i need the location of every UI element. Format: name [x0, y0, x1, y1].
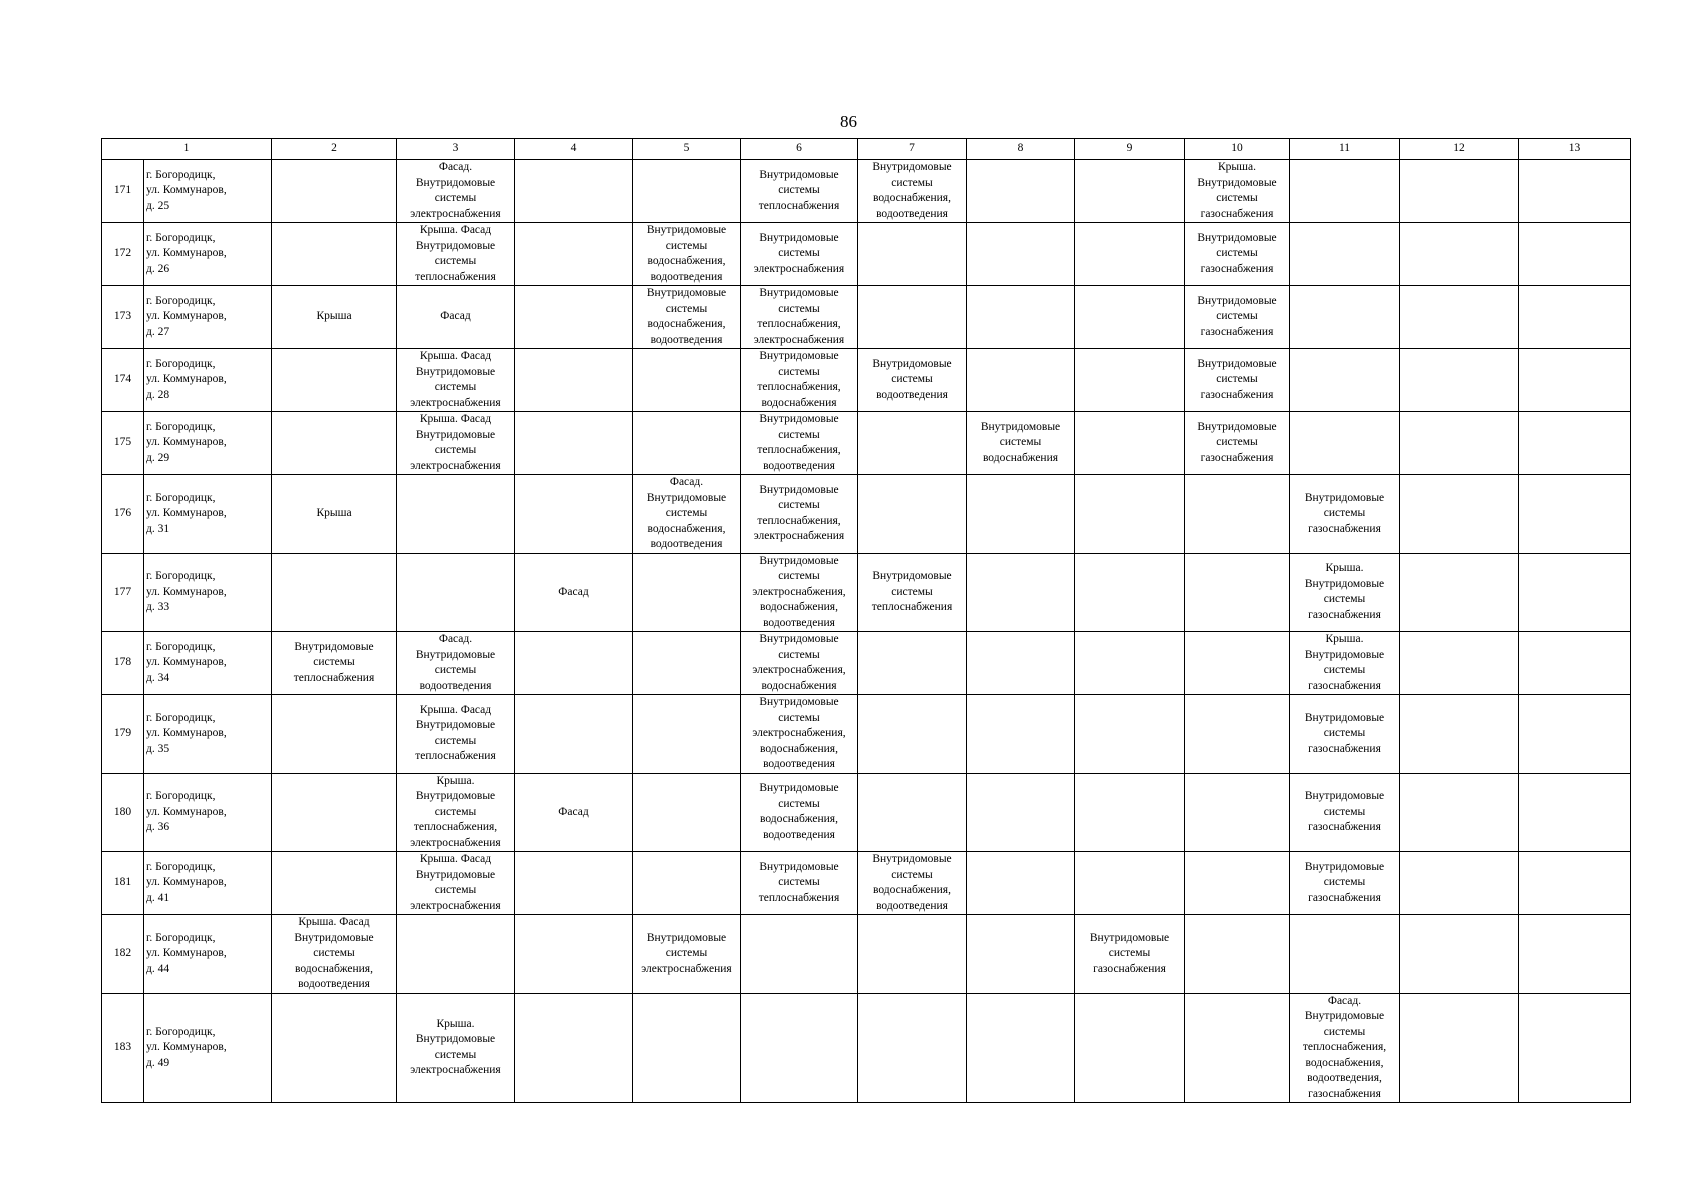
work-cell [1075, 773, 1185, 852]
work-cell: Внутридомовые системы электроснабжения, водоснабжения, водоотведения [741, 695, 858, 774]
work-cell [1185, 695, 1290, 774]
work-cell [1519, 993, 1631, 1103]
column-header: 11 [1290, 139, 1400, 160]
table-row [102, 632, 1631, 695]
work-cell [1519, 412, 1631, 475]
work-cell [967, 773, 1075, 852]
work-cell: Внутридомовые системы газоснабжения [1185, 412, 1290, 475]
work-cell: Фасад. Внутридомовые системы водоснабжения, водоотведения [633, 475, 741, 554]
work-cell [1400, 475, 1519, 554]
work-cell [272, 553, 397, 632]
address-cell: г. Богородицк, ул. Коммунаров, д. 33 [144, 553, 272, 632]
work-cell [1400, 223, 1519, 286]
work-cell [858, 412, 967, 475]
column-header: 9 [1075, 139, 1185, 160]
work-cell [1400, 915, 1519, 994]
row-number: 183 [102, 993, 144, 1103]
work-cell [1075, 632, 1185, 695]
work-cell [633, 632, 741, 695]
work-cell [633, 553, 741, 632]
work-cell: Внутридомовые системы водоснабжения, водоотведения [741, 773, 858, 852]
work-cell: Внутридомовые системы теплоснабжения, водоснабжения [741, 349, 858, 412]
work-cell [1519, 773, 1631, 852]
work-cell [1075, 412, 1185, 475]
work-cell [633, 349, 741, 412]
work-cell [967, 475, 1075, 554]
work-cell [1519, 475, 1631, 554]
work-cell [858, 475, 967, 554]
work-cell [633, 773, 741, 852]
work-cell [967, 553, 1075, 632]
work-cell [1075, 160, 1185, 223]
address-cell: г. Богородицк, ул. Коммунаров, д. 34 [144, 632, 272, 695]
table-row [102, 412, 1631, 475]
table-row [102, 223, 1631, 286]
row-number: 171 [102, 160, 144, 223]
work-cell [967, 695, 1075, 774]
work-cell: Внутридомовые системы газоснабжения [1290, 475, 1400, 554]
table-body [102, 160, 1631, 1103]
work-cell [967, 160, 1075, 223]
work-cell: Внутридомовые системы теплоснабжения [741, 160, 858, 223]
work-cell [1290, 223, 1400, 286]
work-cell [741, 915, 858, 994]
work-cell: Внутридомовые системы газоснабжения [1290, 852, 1400, 915]
table-row [102, 773, 1631, 852]
work-cell [1400, 553, 1519, 632]
table-row [102, 475, 1631, 554]
work-cell [1519, 223, 1631, 286]
work-cell [1400, 632, 1519, 695]
address-cell: г. Богородицк, ул. Коммунаров, д. 44 [144, 915, 272, 994]
work-cell [1400, 993, 1519, 1103]
work-cell [1185, 993, 1290, 1103]
work-cell [967, 223, 1075, 286]
table-row [102, 915, 1631, 994]
work-cell: Фасад [515, 773, 633, 852]
work-cell [1075, 223, 1185, 286]
work-cell [1400, 412, 1519, 475]
work-cell [515, 852, 633, 915]
work-cell [515, 993, 633, 1103]
work-cell [633, 993, 741, 1103]
table-row [102, 993, 1631, 1103]
work-cell [515, 915, 633, 994]
work-cell [741, 993, 858, 1103]
work-cell [1400, 349, 1519, 412]
work-cell [858, 632, 967, 695]
address-cell: г. Богородицк, ул. Коммунаров, д. 28 [144, 349, 272, 412]
work-cell [1185, 915, 1290, 994]
work-cell [1185, 475, 1290, 554]
work-cell [1519, 632, 1631, 695]
row-number: 176 [102, 475, 144, 554]
work-cell: Крыша. Внутридомовые системы газоснабжения [1290, 553, 1400, 632]
work-cell [515, 223, 633, 286]
work-cell [515, 475, 633, 554]
work-cell: Внутридомовые системы газоснабжения [1185, 286, 1290, 349]
work-cell [1185, 773, 1290, 852]
column-header: 4 [515, 139, 633, 160]
work-cell [1519, 852, 1631, 915]
address-cell: г. Богородицк, ул. Коммунаров, д. 26 [144, 223, 272, 286]
row-number: 177 [102, 553, 144, 632]
work-cell [967, 993, 1075, 1103]
row-number: 179 [102, 695, 144, 774]
work-cell [1290, 286, 1400, 349]
column-header: 10 [1185, 139, 1290, 160]
address-cell: г. Богородицк, ул. Коммунаров, д. 36 [144, 773, 272, 852]
work-cell: Внутридомовые системы теплоснабжения, водоотведения [741, 412, 858, 475]
work-cell: Внутридомовые системы газоснабжения [1185, 349, 1290, 412]
work-cell [272, 852, 397, 915]
work-cell [1519, 553, 1631, 632]
work-cell [1075, 553, 1185, 632]
work-cell [1075, 993, 1185, 1103]
column-header: 13 [1519, 139, 1631, 160]
work-cell [1519, 915, 1631, 994]
row-number: 180 [102, 773, 144, 852]
work-cell: Крыша. Фасад Внутридомовые системы водоснабжения, водоотведения [272, 915, 397, 994]
work-cell [397, 915, 515, 994]
work-cell: Внутридомовые системы газоснабжения [1290, 773, 1400, 852]
work-cell [272, 223, 397, 286]
work-cell [272, 993, 397, 1103]
work-cell: Фасад. Внутридомовые системы водоотведения [397, 632, 515, 695]
work-cell: Фасад [515, 553, 633, 632]
work-cell: Внутридомовые системы газоснабжения [1185, 223, 1290, 286]
work-cell [858, 695, 967, 774]
table-row [102, 349, 1631, 412]
work-cell [272, 773, 397, 852]
work-cell [1400, 852, 1519, 915]
work-cell: Внутридомовые системы газоснабжения [1290, 695, 1400, 774]
row-number: 178 [102, 632, 144, 695]
work-cell [858, 286, 967, 349]
work-cell: Внутридомовые системы теплоснабжения [272, 632, 397, 695]
work-cell [272, 349, 397, 412]
work-cell [967, 632, 1075, 695]
work-cell [1075, 475, 1185, 554]
work-cell: Крыша. Фасад Внутридомовые системы электроснабжения [397, 412, 515, 475]
column-header: 2 [272, 139, 397, 160]
work-cell [967, 286, 1075, 349]
work-cell [515, 286, 633, 349]
work-cell: Внутридомовые системы электроснабжения, водоснабжения [741, 632, 858, 695]
work-cell: Внутридомовые системы электроснабжения, водоснабжения, водоотведения [741, 553, 858, 632]
work-cell: Крыша. Фасад Внутридомовые системы электроснабжения [397, 349, 515, 412]
table-row [102, 553, 1631, 632]
work-cell [1185, 852, 1290, 915]
work-cell: Крыша. Внутридомовые системы газоснабжения [1185, 160, 1290, 223]
table-header [102, 139, 1631, 160]
work-cell [858, 915, 967, 994]
work-cell: Крыша. Внутридомовые системы теплоснабжения, электроснабжения [397, 773, 515, 852]
work-cell: Фасад. Внутридомовые системы электроснабжения [397, 160, 515, 223]
work-cell [515, 160, 633, 223]
work-cell [1075, 852, 1185, 915]
address-cell: г. Богородицк, ул. Коммунаров, д. 27 [144, 286, 272, 349]
work-cell [967, 915, 1075, 994]
work-cell: Внутридомовые системы газоснабжения [1075, 915, 1185, 994]
column-header: 8 [967, 139, 1075, 160]
table-row [102, 286, 1631, 349]
work-cell [1400, 695, 1519, 774]
row-number: 173 [102, 286, 144, 349]
work-cell [1290, 160, 1400, 223]
work-cell [1519, 160, 1631, 223]
address-cell: г. Богородицк, ул. Коммунаров, д. 41 [144, 852, 272, 915]
work-cell: Фасад [397, 286, 515, 349]
address-cell: г. Богородицк, ул. Коммунаров, д. 29 [144, 412, 272, 475]
work-cell [633, 160, 741, 223]
work-cell: Крыша. Фасад Внутридомовые системы электроснабжения [397, 852, 515, 915]
column-header: 5 [633, 139, 741, 160]
column-header: 12 [1400, 139, 1519, 160]
work-cell [1075, 349, 1185, 412]
work-cell: Крыша. Внутридомовые системы электроснабжения [397, 993, 515, 1103]
work-cell: Внутридомовые системы электроснабжения [633, 915, 741, 994]
work-cell [967, 349, 1075, 412]
address-cell: г. Богородицк, ул. Коммунаров, д. 31 [144, 475, 272, 554]
work-cell: Крыша. Фасад Внутридомовые системы теплоснабжения [397, 223, 515, 286]
column-header: 3 [397, 139, 515, 160]
row-number: 181 [102, 852, 144, 915]
table-row [102, 695, 1631, 774]
work-cell: Крыша [272, 286, 397, 349]
work-cell [633, 695, 741, 774]
work-cell [1185, 553, 1290, 632]
work-cell: Внутридомовые системы водоснабжения [967, 412, 1075, 475]
work-cell [1290, 349, 1400, 412]
work-cell [858, 773, 967, 852]
row-number: 172 [102, 223, 144, 286]
work-cell: Внутридомовые системы водоотведения [858, 349, 967, 412]
work-cell [397, 553, 515, 632]
work-cell: Внутридомовые системы водоснабжения, водоотведения [858, 852, 967, 915]
work-cell: Внутридомовые системы водоснабжения, водоотведения [858, 160, 967, 223]
repair-schedule-table [101, 138, 1631, 1103]
address-cell: г. Богородицк, ул. Коммунаров, д. 49 [144, 993, 272, 1103]
work-cell: Внутридомовые системы теплоснабжения [741, 852, 858, 915]
work-cell [1075, 695, 1185, 774]
row-number: 175 [102, 412, 144, 475]
work-cell: Внутридомовые системы теплоснабжения, электроснабжения [741, 286, 858, 349]
work-cell [272, 695, 397, 774]
work-cell [272, 160, 397, 223]
work-cell: Внутридомовые системы электроснабжения [741, 223, 858, 286]
work-cell [515, 349, 633, 412]
table-row [102, 160, 1631, 223]
work-cell [515, 695, 633, 774]
work-cell [633, 852, 741, 915]
work-cell: Внутридомовые системы водоснабжения, водоотведения [633, 223, 741, 286]
work-cell [1519, 695, 1631, 774]
work-cell: Внутридомовые системы теплоснабжения, электроснабжения [741, 475, 858, 554]
page-number: 86 [840, 112, 857, 131]
column-header: 7 [858, 139, 967, 160]
work-cell: Внутридомовые системы теплоснабжения [858, 553, 967, 632]
work-cell [1519, 349, 1631, 412]
work-cell [1400, 773, 1519, 852]
work-cell [858, 993, 967, 1103]
work-cell: Внутридомовые системы водоснабжения, водоотведения [633, 286, 741, 349]
work-cell [1400, 286, 1519, 349]
work-cell: Фасад. Внутридомовые системы теплоснабжения, водоснабжения, водоотведения, газоснабжения [1290, 993, 1400, 1103]
work-cell [397, 475, 515, 554]
work-cell [1400, 160, 1519, 223]
work-cell: Крыша [272, 475, 397, 554]
work-cell: Крыша. Фасад Внутридомовые системы теплоснабжения [397, 695, 515, 774]
work-cell [1185, 632, 1290, 695]
work-cell [272, 412, 397, 475]
column-header: 1 [102, 139, 272, 160]
table-row [102, 852, 1631, 915]
address-cell: г. Богородицк, ул. Коммунаров, д. 35 [144, 695, 272, 774]
work-cell [858, 223, 967, 286]
work-cell [1290, 915, 1400, 994]
work-cell [515, 632, 633, 695]
column-header: 6 [741, 139, 858, 160]
work-cell [1519, 286, 1631, 349]
address-cell: г. Богородицк, ул. Коммунаров, д. 25 [144, 160, 272, 223]
work-cell: Крыша. Внутридомовые системы газоснабжения [1290, 632, 1400, 695]
row-number: 174 [102, 349, 144, 412]
work-cell [967, 852, 1075, 915]
work-cell [515, 412, 633, 475]
work-cell [633, 412, 741, 475]
work-cell [1075, 286, 1185, 349]
row-number: 182 [102, 915, 144, 994]
work-cell [1290, 412, 1400, 475]
